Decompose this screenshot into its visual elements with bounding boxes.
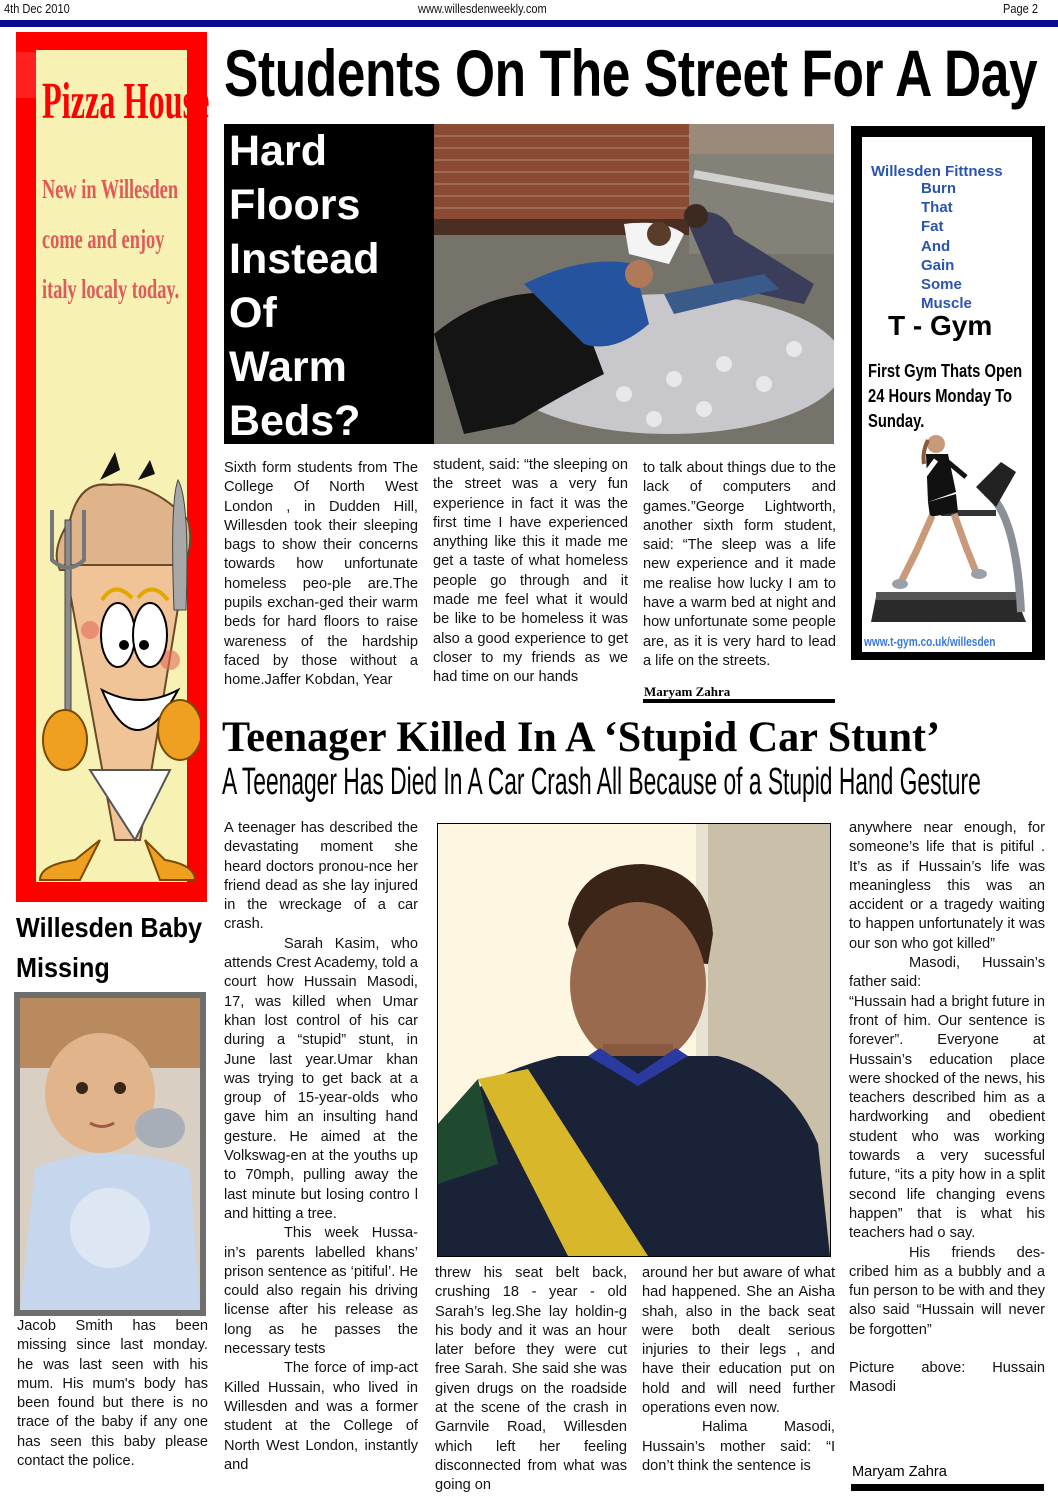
article2-paragraph: The force of imp-act Killed Hussain, who lived in Willesden and was a former student at the College of North West London, instantly and	[224, 1360, 418, 1473]
students-photo-image	[434, 124, 834, 444]
article1-column-3: to talk about things due to the lack of computers and games.”George Lightworth, another sixth form student, said: “The sleep was a life new experience and it made me realise how lucky I am to have a warm bed at night and how unfortunate some people are, as it is very hard to lead a life on the streets.	[643, 460, 836, 669]
gym-slogan-line: And	[921, 237, 951, 255]
issue-date: 4th Dec 2010	[4, 1, 70, 16]
gym-slogan-line: That	[921, 199, 953, 217]
article2-byline: Maryam Zahra	[852, 1464, 947, 1480]
gym-slogan-line: Gain	[921, 256, 955, 274]
article2-column-3	[642, 1264, 835, 1476]
pullquote-line: Warm	[229, 343, 347, 391]
pullquote-line: Beds?	[229, 397, 361, 445]
gym-copy-line: Sunday.	[868, 411, 925, 431]
students-rooftop-photo	[434, 124, 834, 444]
missing-baby-photo	[14, 992, 206, 1316]
article2-paragraph: This week Hussa-in’s parents labelled khans’ prison sentence as ‘pitiful’. He could also regain his driving license after his release as long as he passes the necessary tests	[224, 1225, 418, 1358]
article2-subheadline: A Teenager Has Died In A Car Crash All Because of a Stupid Hand Gesture	[222, 761, 981, 803]
hussain-photo-image	[438, 824, 830, 1256]
gym-website-link[interactable]: www.t-gym.co.uk/willesden	[864, 634, 996, 649]
baby-story-body: Jacob Smith has been missing since last monday. he was last seen with his mum. His mum's body has been found but there is no trace of the baby if any one has seen this baby please contact the police.	[17, 1318, 208, 1470]
gym-slogan-line: Some	[921, 276, 962, 294]
article1-headline: Students On The Street For A Day	[224, 36, 1038, 110]
pizza-ad-tagline	[42, 164, 244, 314]
pullquote-line: Floors	[229, 181, 361, 229]
gym-slogan-line: Muscle	[921, 295, 972, 313]
article2-paragraph: around her but aware of what had happened. She an Aisha shah, also in the back seat were both dealt serious injuries to their legs , and have their education put on hold and will need further operations even now.	[642, 1265, 835, 1417]
article2-headline: Teenager Killed In A ‘Stupid Car Stunt’	[222, 714, 941, 761]
baby-story-headline	[16, 908, 202, 988]
photo-caption: Picture above: Hussain Masodi	[849, 1360, 1045, 1396]
pizza-tagline-line: New in Willesden	[42, 174, 179, 204]
pizza-tagline-line: come and enjoy	[42, 224, 165, 254]
article1-column-1: Sixth form students from The College Of North West London , in Dudden Hill, Willesden took their sleeping bags to show their concerns towards how unfortunate homeless peo-ple are.The pupils exchan-ged their warm beds for hard floors to raise wareness of the hardship faced by those without a home.Jaffer Kobdan, Year	[224, 460, 418, 689]
gym-slogan	[921, 179, 972, 313]
gym-brand-line: Willesden Fittness	[871, 163, 1003, 180]
gym-copy-line: First Gym Thats Open	[868, 361, 1023, 381]
pullquote-line: Hard	[229, 127, 327, 175]
pizza-ad-corner	[16, 52, 36, 98]
gym-name: T - Gym	[888, 310, 993, 341]
pizza-tagline-line: italy localy today.	[42, 274, 180, 304]
gym-copy-line: 24 Hours Monday To	[868, 386, 1013, 406]
page-number: Page 2	[1003, 1, 1039, 16]
gym-slogan-line: Burn	[921, 180, 956, 197]
treadmill-runner-icon	[866, 432, 1031, 632]
pullquote-line: Instead	[229, 235, 380, 283]
article2-column-4	[849, 819, 1045, 1398]
pizza-mascot-icon	[20, 440, 200, 890]
article1-byline: Maryam Zahra	[644, 684, 731, 699]
pizza-ad-title: Pizza House	[42, 73, 210, 130]
pullquote-line: Of	[229, 289, 277, 337]
portrait-figure-icon	[438, 824, 830, 1256]
article2-paragraph: “Hussain had a bright future in front of him. Our sentence is forever”. Everyone at Hussain’s education place were shocked of the news, his teachers described him as a hardworking and obedient student who was working towards a very sucessful future, “its a pity how in a split second life changing evens happen” that is what his teachers had o say.	[849, 993, 1045, 1242]
article2-paragraph: threw his seat belt back, crushing 18 - year - old Sarah’s leg.She lay holdin-g his body and it was an hour later before they were cut free Sarah. She said she was given drugs on the roadside at the scene of the crash in Garnvile Road, Willesden which left her feeling disconnected from what was going on	[435, 1265, 627, 1494]
article2-paragraph: A teenager has described the devastating moment she heard doctors pronou-nce her friend dead as she lay injured in the wreckage of a car crash.	[224, 820, 418, 933]
baby-photo-image	[20, 998, 200, 1310]
article2-paragraph: Sarah Kasim, who attends Crest Academy, told a court how Hussain Masodi, 17, was killed when Umar khan lost control of his car during a “stupid” stunt, in June last year.Umar khan was trying to get back at a group of 15-year-olds who gave him an insulting hand gesture. He aimed at the Volkswag-en at the youths up to 70mph, pulling away the last minute but losing contro l and hitting a tree.	[224, 935, 418, 1222]
article2-paragraph: Masodi, Hussain’s father said:	[849, 955, 1045, 991]
article2-end-rule	[851, 1484, 1044, 1491]
gym-slogan-line: Fat	[921, 218, 944, 236]
article2-column-2	[435, 1264, 627, 1496]
header-rule	[0, 20, 1058, 27]
hussain-masodi-photo	[437, 823, 831, 1257]
website-url[interactable]: www.willesdenweekly.com	[418, 1, 547, 16]
article2-paragraph: Halima Masodi, Hussain’s mother said: “I don’t think the sentence is	[642, 1419, 835, 1474]
article2-column-1	[224, 819, 418, 1475]
baby-headline-line: Willesden Baby	[16, 912, 203, 943]
gym-copy	[868, 359, 1022, 434]
baby-figure-icon	[20, 998, 200, 1310]
article1-pullquote	[224, 124, 434, 444]
article1-end-rule	[643, 699, 835, 703]
article1-column-2: student, said: “the sleeping on the street was a very fun experience in fact it was the first time I have experienced anything like this it made me get a taste of what homeless people go through and it made me feel what it would be like to be homeless it was also a good experience to get closer to my friends as we had time on our hands	[433, 457, 628, 686]
article2-paragraph: His friends des-cribed him as a bubbly and a fun person to be with and they also said “Hussain will never be forgotten”	[849, 1244, 1045, 1338]
article2-paragraph: anywhere near enough, for someone’s life that is pitiful . It’s as if Hussain’s life was meaningless this was an accident or a tragedy waiting to happen unfortunately it was our son who got killed”	[849, 820, 1045, 952]
baby-headline-line: Missing	[16, 952, 110, 983]
